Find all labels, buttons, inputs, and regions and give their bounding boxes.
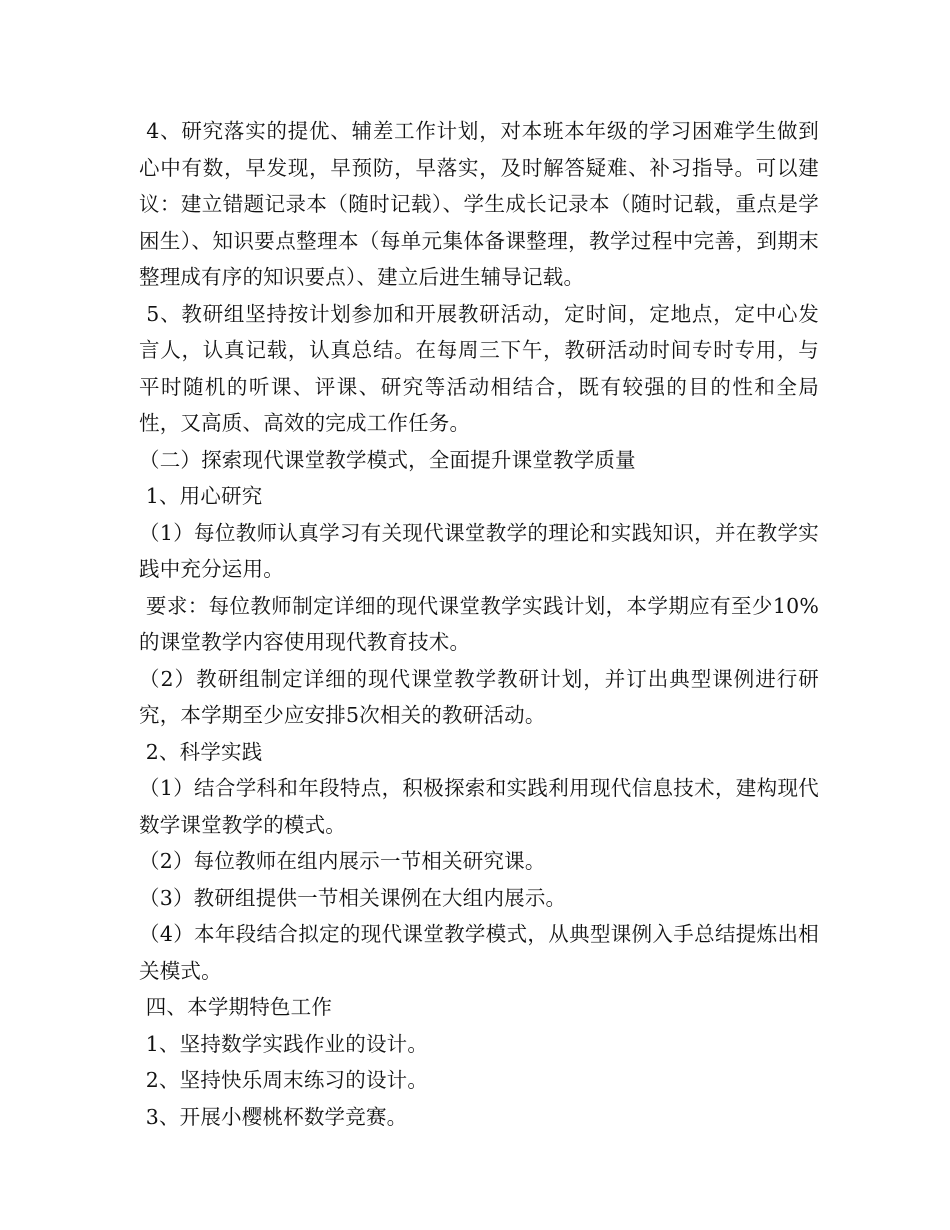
feature-item-1: 1、坚持数学实践作业的设计。 (139, 1031, 429, 1056)
feature-item-3: 3、开展小樱桃杯数学竞赛。 (139, 1104, 408, 1129)
paragraph-practice-3: （3）教研组提供一节相关课例在大组内展示。 (139, 885, 567, 910)
document-body (139, 113, 819, 1135)
paragraph-item-5: 5、教研组坚持按计划参加和开展教研活动，定时间，定地点，定中心发言人，认真记载，认真总结。在每周三下午，教研活动时间专时专用，与平时随机的听课、评课、研究等活动相结合，既有较强的目的性和全局性，又高质、高效的完成工作任务。 (139, 301, 819, 435)
section-heading-4: 四、本学期特色工作 (139, 995, 333, 1019)
paragraph-practice-2: （2）每位教师在组内展示一节相关研究课。 (139, 849, 546, 873)
paragraph-research-1: （1）每位教师认真学习有关现代课堂教学的理论和实践知识，并在教学实践中充分运用。 (139, 520, 819, 581)
paragraph-research-2: （2）教研组制定详细的现代课堂教学教研计划，并订出典型课例进行研究，本学期至少应安排5次相关的教研活动。 (139, 666, 819, 727)
subheading-practice: 2、科学实践 (139, 739, 263, 764)
paragraph-practice-1: （1）结合学科和年段特点，积极探索和实践利用现代信息技术，建构现代数学课堂教学的模式。 (139, 776, 819, 837)
paragraph-item-4: 4、研究落实的提优、辅差工作计划，对本班本年级的学习困难学生做到心中有数，早发现，早预防，早落实，及时解答疑难、补习指导。可以建议：建立错题记录本（随时记载）、学生成长记录本（随时记载，重点是学困生）、知识要点整理本（每单元集体备课整理，教学过程中完善，到期末整理成有序的知识要点）、建立后进生辅导记载。 (139, 119, 819, 289)
section-heading-2: （二）探索现代课堂教学模式，全面提升课堂教学质量 (139, 447, 636, 472)
subheading-research: 1、用心研究 (139, 484, 263, 508)
paragraph-practice-4: （4）本年段结合拟定的现代课堂教学模式，从典型课例入手总结提炼出相关模式。 (139, 922, 819, 983)
paragraph-requirement: 要求：每位教师制定详细的现代课堂教学实践计划，本学期应有至少10%的课堂教学内容使用现代教育技术。 (139, 593, 819, 654)
feature-item-2: 2、坚持快乐周末练习的设计。 (139, 1068, 429, 1092)
